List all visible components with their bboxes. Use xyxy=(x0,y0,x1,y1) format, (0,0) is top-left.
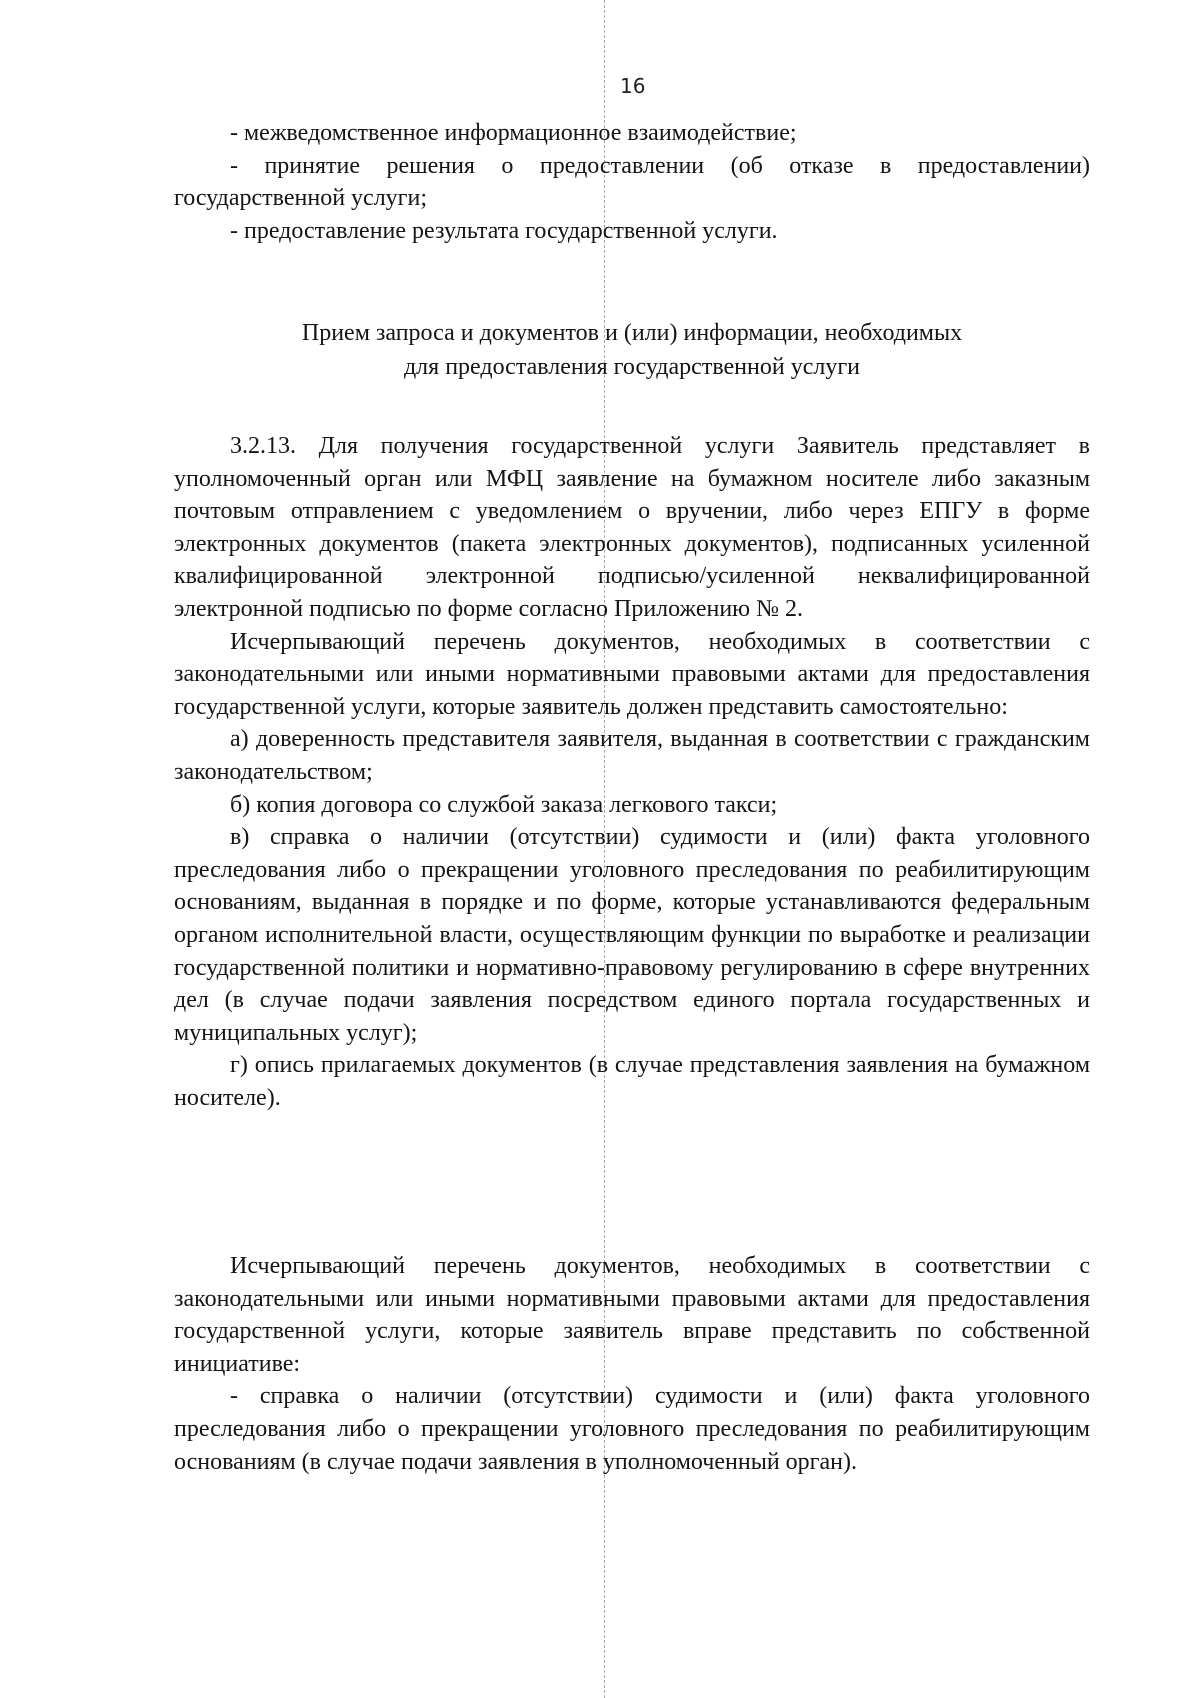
required-doc-item: а) доверенность представителя заявителя, выданная в соответствии с гражданским законодательством; xyxy=(174,726,1090,785)
optional-docs-intro: Исчерпывающий перечень документов, необходимых в соответствии с законодательными или иными нормативными правовыми актами для предоставления государственной услуги, которые заявитель вправе представить по собственной инициативе: xyxy=(174,1253,1090,1377)
section-heading-line2: для предоставления государственной услуги xyxy=(403,354,861,380)
required-doc-item: в) справка о наличии (отсутствии) судимости и (или) факта уголовного преследования либо о прекращении уголовного преследования по реабилитирующим основаниям, выданная в порядке и по форме, которые устанавливаются федеральным органом исполнительной власти, осуществляющим функции по выработке и реализации государственной политики и нормативно-правовому регулированию в сфере внутренних дел (в случае подачи заявления посредством единого портала государственных и муниципальных услуг); xyxy=(174,824,1090,1046)
intro-item: - предоставление результата государственной услуги. xyxy=(230,217,778,244)
optional-docs-section xyxy=(174,1250,1090,1478)
section-heading-line1: Прием запроса и документов и (или) информации, необходимых xyxy=(301,320,963,346)
required-doc-item: г) опись прилагаемых документов (в случае представления заявления на бумажном носителе). xyxy=(174,1052,1090,1111)
section-heading xyxy=(174,316,1090,384)
intro-item: - принятие решения о предоставлении (об отказе в предоставлении) государственной услуги; xyxy=(174,152,1090,212)
page-number: 16 xyxy=(620,74,646,98)
intro-list xyxy=(174,117,1090,247)
paragraph-3-2-13: 3.2.13. Для получения государственной услуги Заявитель представляет в уполномоченный орган или МФЦ заявление на бумажном носителе либо заказным почтовым отправлением с уведомлением о вручении, либо через ЕПГУ в форме электронных документов (пакета электронных документов), подписанных усиленной квалифицированной электронной подписью/усиленной неквалифицированной электронной подписью по форме согласно Приложению № 2. xyxy=(174,433,1090,622)
optional-doc-item: - справка о наличии (отсутствии) судимости и (или) факта уголовного преследования либо о прекращении уголовного преследования по реабилитирующим основаниям (в случае подачи заявления в уполномоченный орган). xyxy=(174,1383,1090,1475)
required-docs-intro: Исчерпывающий перечень документов, необходимых в соответствии с законодательными или иными нормативными правовыми актами для предоставления государственной услуги, которые заявитель должен представить самостоятельно: xyxy=(174,628,1090,720)
intro-item: - межведомственное информационное взаимодействие; xyxy=(230,120,797,146)
main-body xyxy=(174,430,1090,1114)
required-doc-item: б) копия договора со службой заказа легкового такси; xyxy=(230,791,778,818)
